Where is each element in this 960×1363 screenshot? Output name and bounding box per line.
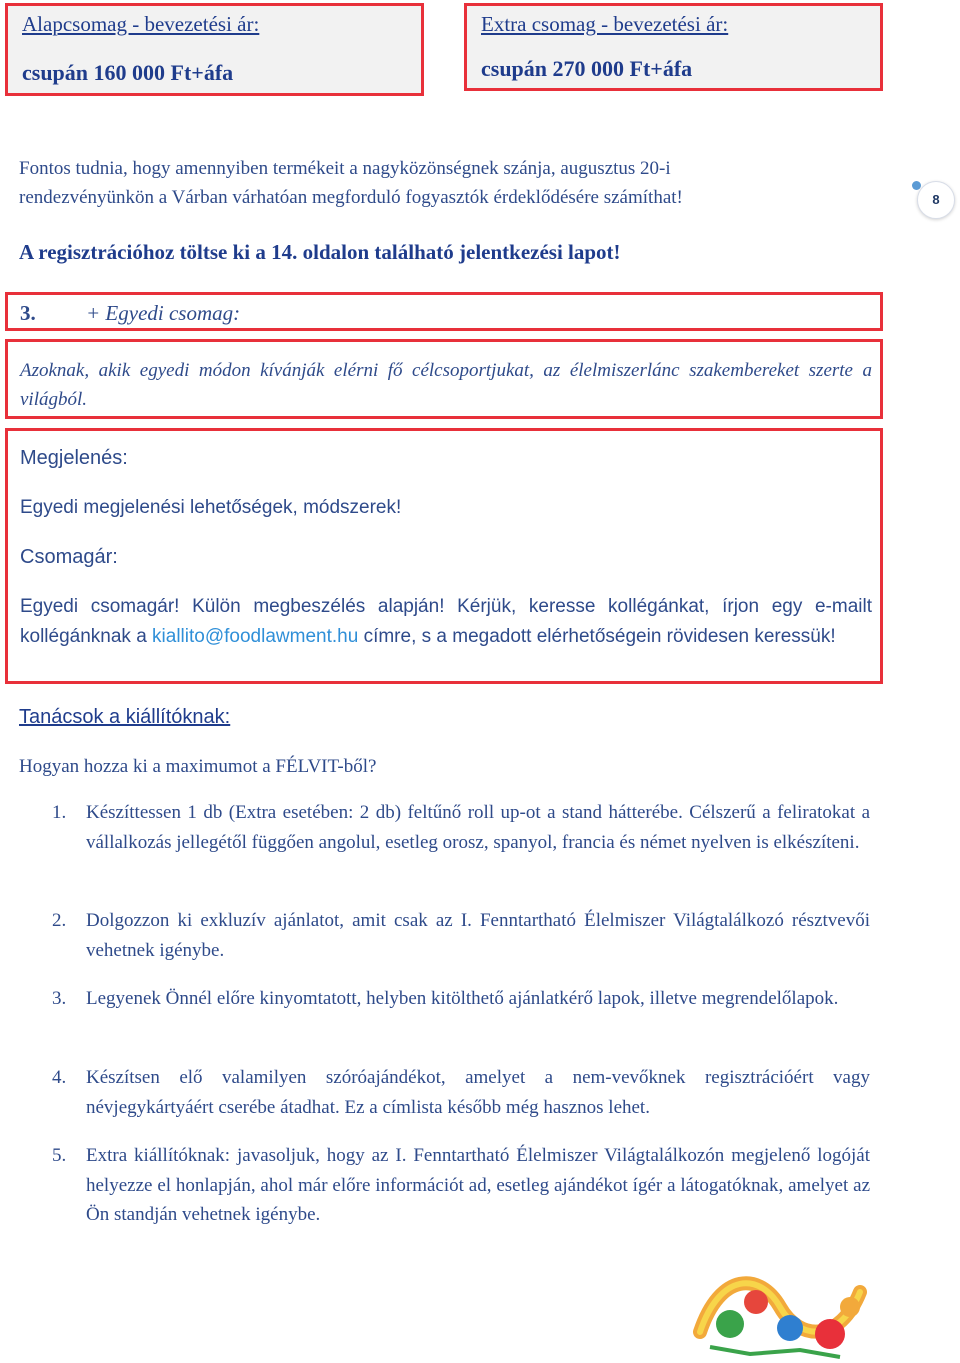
appearance-text: Egyedi megjelenési lehetőségek, módszerek! [20,497,402,518]
custom-package-description-box [5,339,883,419]
basic-package-price: csupán 160 000 Ft+áfa [22,60,234,85]
notice-line-1: Fontos tudnia, hogy amennyiben termékeit a nagyközönségnek szánja, augusztus 20-i [19,158,671,179]
appearance-label: Megjelenés: [20,447,128,469]
tip-2-text: Dolgozzon ki exkluzív ajánlatot, amit csak az I. Fenntartható Élelmiszer Világtalálkozó résztvevői vehetnek igénybe. [86,910,870,961]
extra-package-title: Extra csomag - bevezetési ár: [481,12,729,36]
custom-package-number: 3. [20,301,36,325]
price-text-after: címre, s a megadott elérhetőségein rövidesen keressük! [363,626,836,647]
tip-3-number: 3. [52,988,67,1009]
price-text [20,592,872,652]
tip-1-number: 1. [52,802,67,823]
tip-1-text: Készíttessen 1 db (Extra esetében: 2 db) feltűnő roll up-ot a stand hátterébe. Célszerű a feliratokat a vállalkozás jellegétől függően angolul, esetleg orosz, spanyol, francia és német nyelven is elkészíteni. [86,802,870,853]
extra-package-price: csupán 270 000 Ft+áfa [481,56,693,81]
event-logo-icon [690,1262,868,1360]
custom-package-title: + Egyedi csomag: [86,301,241,325]
tip-2-number: 2. [52,910,67,931]
tip-4-text: Készítsen elő valamilyen szóróajándékot, amelyet a nem-vevőknek regisztrációért vagy névjegykártyáért cserébe átadhat. Ez a címlista később még hasznos lehet. [86,1067,870,1118]
tips-heading: Tanácsok a kiállítóknak: [19,706,231,728]
custom-package-title-box [5,292,883,331]
price-text-before: Egyedi csomagár! Külön megbeszélés alapján! Kérjük, keresse kollégánkat, írjon egy e-mailt kollégánknak a [20,596,872,647]
tip-5-text: Extra kiállítóknak: javasoljuk, hogy az I. Fenntartható Élelmiszer Világtalálkozón megjelenő logóját helyezze el honlapján, ahol már előre információt ad, esetleg ajándékot ígér a látogatóknak, amelyet az Ön standján vehetnek igénybe. [86,1145,870,1225]
registration-notice: A regisztrációhoz töltse ki a 14. oldalon található jelentkezési lapot! [19,240,621,264]
tips-subtitle: Hogyan hozza ki a maximumot a FÉLVIT-ből? [19,756,377,777]
custom-package-details-box [5,428,883,684]
custom-package-description: Azoknak, akik egyedi módon kívánják elérni fő célcsoportjukat, az élelmiszerlánc szakembereket szerte a világból. [20,360,872,410]
contact-email-link[interactable]: kiallito@foodlawment.hu [152,626,359,647]
extra-package-box [464,3,883,91]
notice-line-2: rendezvényünkön a Várban várhatóan megforduló fogyasztók érdeklődésére számíthat! [19,187,683,208]
tip-3-text: Legyenek Önnél előre kinyomtatott, helyben kitölthető ajánlatkérő lapok, illetve megrendelőlapok. [86,988,839,1009]
tip-4-number: 4. [52,1067,67,1088]
basic-package-title: Alapcsomag - bevezetési ár: [22,12,260,36]
basic-package-box [5,3,424,96]
tip-5-number: 5. [52,1145,67,1166]
price-label: Csomagár: [20,546,118,568]
page-number: 8 [917,181,955,219]
